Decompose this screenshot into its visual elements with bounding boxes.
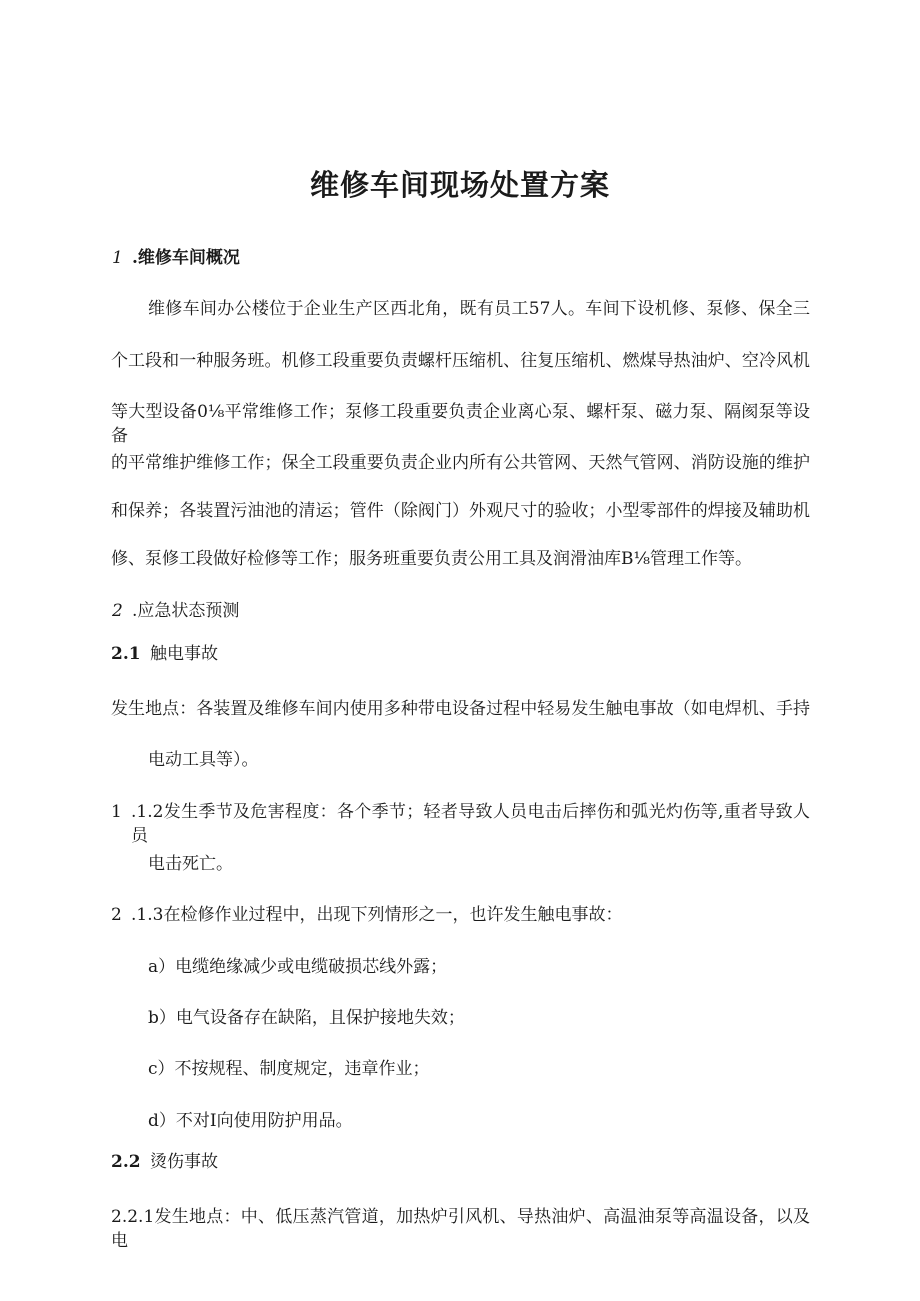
- paragraph-line: 2.2.1发生地点：中、低压蒸汽管道，加热炉引风机、导热油炉、高温油泵等高温设备，以及电: [111, 1207, 810, 1251]
- list-item: d）不对I向使用防护用品。: [148, 1111, 353, 1131]
- item-2-1-2-continuation: 电击死亡。: [148, 854, 233, 874]
- subsection-2-1-heading: [111, 642, 218, 666]
- item-2-1-3-prefix: 2: [111, 905, 122, 925]
- item-2-1-2-text: .1.2发生季节及危害程度：各个季节；轻者导致人员电击后摔伤和弧光灼伤等,重者导致人员: [131, 802, 810, 846]
- section-1-heading: [112, 246, 240, 270]
- item-2-1-2: [111, 800, 810, 848]
- paragraph-line: 个工段和一种服务班。机修工段重要负责螺杆压缩机、往复压缩机、燃煤导热油炉、空冷风机: [111, 351, 810, 371]
- subsection-2-2-heading: [111, 1150, 218, 1174]
- item-2-1-3: [111, 903, 622, 927]
- paragraph-line: 等大型设备0⅛平常维修工作；泵修工段重要负责企业离心泵、螺杆泵、磁力泵、隔阂泵等设备: [111, 402, 810, 446]
- list-item: b）电气设备存在缺陷，且保护接地失效；: [148, 1008, 465, 1028]
- subsection-2-1-number: 2.1: [111, 644, 141, 664]
- paragraph-line: 的平常维护维修工作；保全工段重要负责企业内所有公共管网、天然气管网、消防设施的维护: [111, 453, 810, 473]
- paragraph-line: 和保养；各装置污油池的清运；管件（除阀门）外观尺寸的验收；小型零部件的焊接及辅助机: [111, 501, 810, 521]
- section-2-number: 2: [112, 601, 123, 621]
- location-line: 发生地点：各装置及维修车间内使用多种带电设备过程中轻易发生触电事故（如电焊机、手持: [111, 699, 810, 719]
- item-2-1-2-prefix: 1: [111, 802, 122, 822]
- subsection-2-2-title: 烫伤事故: [150, 1152, 218, 1172]
- page-title: 维修车间现场处置方案: [309, 168, 610, 202]
- item-2-1-3-text: .1.3在检修作业过程中，出现下列情形之一，也许发生触电事故：: [131, 905, 623, 925]
- section-1-number: 1: [112, 248, 123, 268]
- list-item: c）不按规程、制度规定，违章作业；: [148, 1059, 430, 1079]
- paragraph-line: 维修车间办公楼位于企业生产区西北角，既有员工57人。车间下设机修、泵修、保全三: [148, 299, 810, 319]
- section-1-title: .维修车间概况: [132, 248, 240, 268]
- paragraph-line: 修、泵修工段做好检修等工作；服务班重要负责公用工具及润滑油库B⅛管理工作等。: [111, 549, 752, 569]
- location-line: 电动工具等）。: [148, 750, 259, 770]
- section-2-heading: [112, 599, 239, 623]
- list-item: a）电缆绝缘减少或电缆破损芯线外露；: [148, 957, 448, 977]
- subsection-2-2-number: 2.2: [111, 1152, 141, 1172]
- section-2-title: .应急状态预测: [132, 601, 240, 621]
- subsection-2-1-title: 触电事故: [150, 644, 218, 664]
